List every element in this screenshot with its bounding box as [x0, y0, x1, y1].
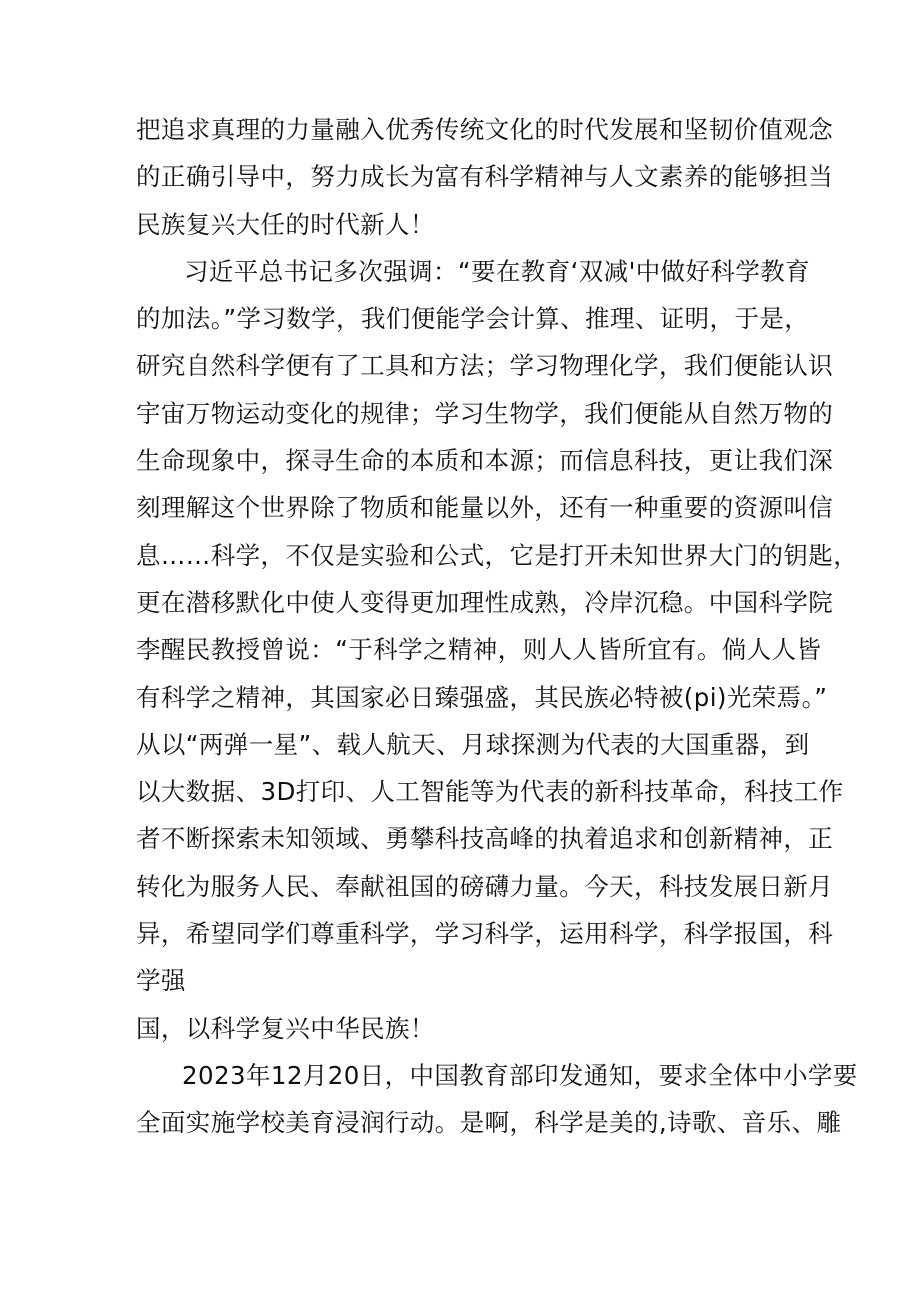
text-line: 转化为服务人民、奉献祖国的磅礴力量。今天，科技发展日新月 [136, 871, 834, 901]
text-line: 民族复兴大任的时代新人！ [136, 209, 435, 239]
text-line: 把追求真理的力量融入优秀传统文化的时代发展和坚韧价值观念 [136, 115, 834, 144]
text-line: 研究自然科学便有了工具和方法；学习物理化学，我们便能认识 [136, 351, 834, 381]
text-line: 生命现象中，探寻生命的本质和本源；而信息科技，更让我们深 [136, 446, 834, 476]
text-line: 刻理解这个世界除了物质和能量以外，还有一种重要的资源叫信 [136, 493, 834, 523]
text-line: 李醒民教授曾说：“于科学之精神，则人人皆所宜有。倘人人皆 [136, 635, 822, 665]
text-line: 宇宙万物运动变化的规律；学习生物学，我们便能从自然万物的 [136, 398, 834, 428]
text-line: 的加法。”学习数学，我们便能学会计算、推理、证明，于是， [136, 304, 810, 334]
text-line: 息……科学，不仅是实验和公式，它是打开未知世界大门的钥匙， [136, 540, 859, 570]
text-line: 者不断探索未知领域、勇攀科技高峰的执着追求和创新精神，正 [136, 824, 834, 854]
text-line: 的正确引导中，努力成长为富有科学精神与人文素养的能够担当 [136, 162, 834, 192]
text-line: 异，希望同学们尊重科学，学习科学，运用科学，科学报国，科 [136, 919, 834, 949]
text-line: 国，以科学复兴中华民族！ [136, 1013, 435, 1043]
text-line: 有科学之精神，其国家必日臻强盛，其民族必特被(pi)光荣焉。” [136, 682, 828, 712]
text-line: 以大数据、3D打印、人工智能等为代表的新科技革命，科技工作 [136, 777, 844, 807]
body-text [136, 106, 859, 1147]
paragraph-start-line: 2023年12月20日，中国教育部印发通知，要求全体中小学要 [182, 1060, 858, 1090]
text-line: 学强 [136, 966, 186, 996]
paragraph-start-line: 习近平总书记多次强调：“要在教育‘双减'中做好科学教育 [184, 256, 811, 286]
text-line: 更在潜移默化中使人变得更加理性成熟，冷岸沉稳。中国科学院 [136, 587, 834, 617]
text-line: 从以“两弹一星”、载人航天、月球探测为代表的大国重器，到 [136, 729, 810, 759]
text-line: 全面实施学校美育浸润行动。是啊，科学是美的,诗歌、音乐、雕 [136, 1108, 842, 1138]
